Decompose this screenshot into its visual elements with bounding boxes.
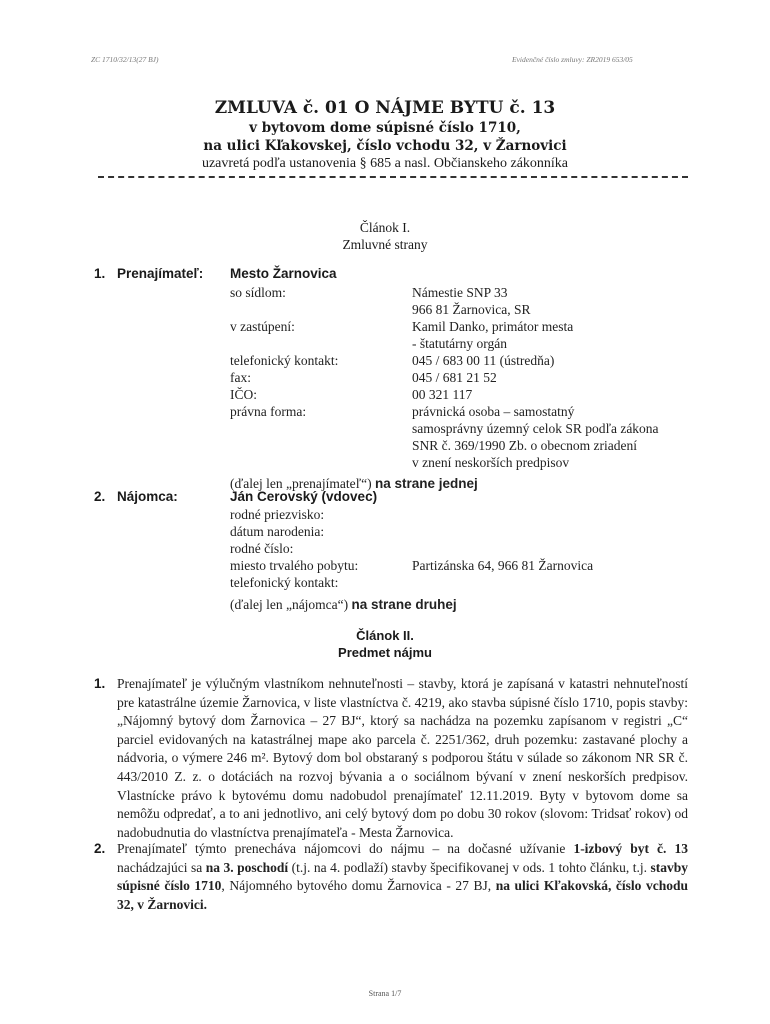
clause-2-text-part: nachádzajúci sa <box>117 859 206 875</box>
party-1-row-value: Námestie SNP 33 <box>412 285 508 300</box>
contract-subtitle-building: v bytovom dome súpisné číslo 1710, <box>249 120 521 136</box>
party-2-row-label: dátum narodenia: <box>230 524 325 539</box>
article-2-subheading: Predmet nájmu <box>338 645 432 660</box>
party-2-row-label: miesto trvalého pobytu: <box>230 558 359 573</box>
clause-2-text-part: Prenajímateľ týmto prenecháva nájomcovi do nájmu – na dočasné užívanie <box>117 841 574 856</box>
clause-2-number: 2. <box>94 841 106 856</box>
party-1-row-value: 045 / 681 21 52 <box>412 370 497 385</box>
clause-2-building: stavby súpisné číslo 1710 <box>117 859 689 894</box>
party-1-row-value: Kamil Danko, primátor mesta <box>412 319 574 334</box>
clause-2-text <box>117 840 688 914</box>
party-1-row-label: IČO: <box>230 387 257 402</box>
clause-2-apartment: 1-izbový byt č. 13 <box>573 841 688 856</box>
party-1-row-value: 966 81 Žarnovica, SR <box>412 302 531 317</box>
party-1-row-value: 045 / 683 00 11 (ústredňa) <box>412 353 555 368</box>
clause-1-number: 1. <box>94 676 106 691</box>
article-1-subheading: Zmluvné strany <box>342 237 428 252</box>
party-1-row-label: telefonický kontakt: <box>230 353 339 368</box>
clause-2-text-part: (t.j. na 4. podlaží) stavby špecifikovanej v ods. 1 tohto článku, t.j. <box>288 859 651 875</box>
clause-1-text: Prenajímateľ je výlučným vlastníkom nehnuteľnosti – stavby, ktorá je zapísaná v katastri nehnuteľností pre katastrálne územie Žarnovica, v liste vlastníctva č. 4219, ako stavba súpisné číslo 1710, popis stavby: „Nájomný bytový dom Žarnovica – 27 BJ“, ktorý sa nachádza na pozemku zapísanom v registri „C“ parciel evidovaných na katastrálnej mape ako parcela č. 2251/362, druh pozemku: zastavané plochy a nádvoria, o výmere 246 m². Bytový dom bol obstaraný s podporou štátu v súlade so zákonom NR SR č. 443/2010 Z. z. o dotáciách na rozvoj bývania a o sociálnom bývaní v znení neskorších predpisov. Vlastnícke právo k bytovému domu nadobudol prenajímateľ 12.11.2019. Byty v bytovom dome sa nemôžu odpredať, a to ani jednotlivo, ani celý bytový dom po dobu 30 rokov (slovom: Tridsať rokov) od nadobudnutia do vlastníctva prenajímateľa - Mesta Žarnovica. <box>117 676 688 840</box>
party-1-role: Prenajímateľ: <box>117 266 204 281</box>
article-2-heading: Článok II. <box>356 628 414 643</box>
party-1-row-label: v zastúpení: <box>230 319 295 334</box>
party-1-number: 1. <box>94 266 106 281</box>
party-1-row-value: - štatutárny orgán <box>412 336 507 351</box>
separator-line <box>98 176 688 178</box>
party-1-row-value: v znení neskorších predpisov <box>412 455 570 470</box>
party-2-row-value: Partizánska 64, 966 81 Žarnovica <box>412 558 594 573</box>
party-2-row-label: rodné priezvisko: <box>230 507 325 522</box>
party-2-alias <box>230 597 457 613</box>
party-2-name: Ján Cerovský (vdovec) <box>230 489 378 504</box>
party-1-row-value: SNR č. 369/1990 Zb. o obecnom zriadení <box>412 438 637 453</box>
header-left-reference: ZC 1710/32/13(27 BJ) <box>91 55 159 64</box>
party-1-name: Mesto Žarnovica <box>230 266 337 281</box>
contract-title: ZMLUVA č. 01 O NÁJME BYTU č. 13 <box>214 98 556 118</box>
party-2-alias-suffix: na strane druhej <box>351 597 457 612</box>
party-1-row-value: právnická osoba – samostatný <box>412 404 575 419</box>
party-1-alias-suffix: na strane jednej <box>375 476 478 491</box>
contract-subtitle-address: na ulici Kľakovskej, číslo vchodu 32, v Žarnovici <box>203 138 567 154</box>
party-1-row-value: samosprávny územný celok SR podľa zákona <box>412 421 659 436</box>
clause-2-text-part: , Nájomného bytového domu Žarnovica - 27 BJ, <box>221 878 496 894</box>
clause-2-floor: na 3. poschodí <box>205 859 289 875</box>
party-1-alias-prefix: (ďalej len „prenajímateľ“) <box>230 476 372 491</box>
party-2-role: Nájomca: <box>117 489 178 504</box>
party-2-alias-prefix: (ďalej len „nájomca“) <box>230 597 349 612</box>
page-number: Strana 1/7 <box>368 989 402 998</box>
party-2-number: 2. <box>94 489 106 504</box>
clause-2-address: na ulici Kľakovská, číslo vchodu 32, v Žarnovici. <box>117 878 688 912</box>
party-1-row-label: právna forma: <box>230 404 307 419</box>
party-2-row-label: telefonický kontakt: <box>230 575 339 590</box>
party-1-row-label: so sídlom: <box>230 285 286 300</box>
header-right-reference: Evidenčné číslo zmluvy: ZR2019 653/05 <box>512 55 633 64</box>
party-2-row-label: rodné číslo: <box>230 541 294 556</box>
party-1-row-label: fax: <box>230 370 251 385</box>
contract-legal-basis: uzavretá podľa ustanovenia § 685 a nasl. Občianskeho zákonníka <box>201 156 569 171</box>
article-1-heading: Článok I. <box>359 220 411 235</box>
party-1-row-value: 00 321 117 <box>412 387 473 402</box>
